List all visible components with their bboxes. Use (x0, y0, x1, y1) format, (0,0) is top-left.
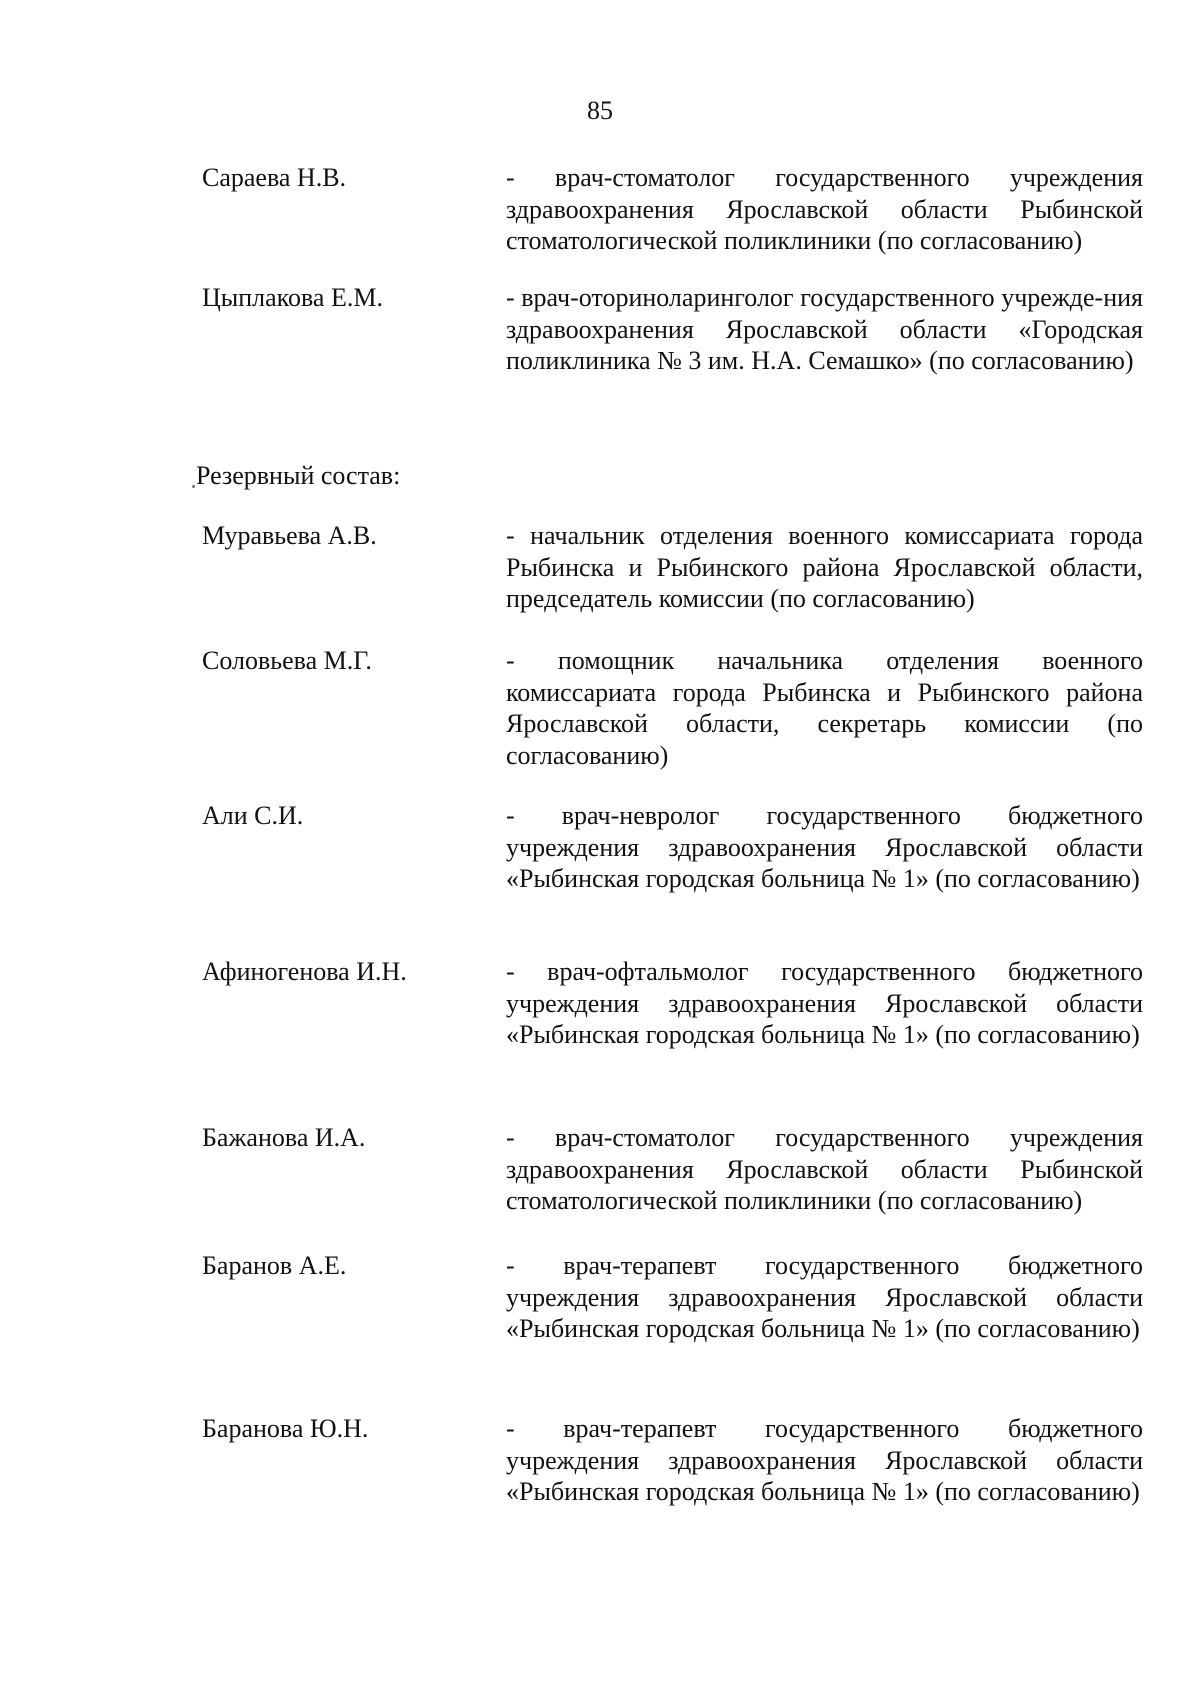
member-name: Сараева Н.В. (202, 163, 347, 192)
section-heading-reserve: Резервный состав: (196, 461, 401, 490)
member-role: - врач-терапевт государственного бюджетного учреждения здравоохранения Ярославской области «Рыбинская городская больница № 1» (по согласованию) (506, 1414, 1143, 1506)
page-number: 85 (587, 96, 613, 125)
member-role: - врач-стоматолог государственного учреждения здравоохранения Ярославской области Рыбинской стоматологической поликлиники (по согласованию) (506, 1123, 1143, 1215)
member-name: Афиногенова И.Н. (202, 957, 407, 986)
scan-speck (192, 485, 195, 488)
member-name: Баранова Ю.Н. (202, 1414, 369, 1443)
member-role: - помощник начальника отделения военного комиссариата города Рыбинска и Рыбинского района Ярославской области, секретарь комиссии (по согласованию) (506, 646, 1143, 770)
member-role: - врач-стоматолог государственного учреждения здравоохранения Ярославской области Рыбинской стоматологической поликлиники (по согласованию) (506, 163, 1143, 255)
member-name: Цыплакова Е.М. (202, 283, 383, 312)
member-name: Муравьева А.В. (202, 521, 377, 550)
member-name: Бажанова И.А. (202, 1123, 366, 1152)
member-role: - врач-оториноларинголог государственного учрежде-ния здравоохранения Ярославской области «Городская поликлиника № 3 им. Н.А. Семашко» (по согласованию) (506, 283, 1143, 375)
member-role: - врач-офтальмолог государственного бюджетного учреждения здравоохранения Ярославской области «Рыбинская городская больница № 1» (по согласованию) (506, 957, 1143, 1049)
member-role: - начальник отделения военного комиссариата города Рыбинска и Рыбинского района Ярославской области, председатель комиссии (по согласованию) (506, 521, 1143, 613)
member-name: Соловьева М.Г. (202, 646, 372, 675)
member-role: - врач-невролог государственного бюджетного учреждения здравоохранения Ярославской области «Рыбинская городская больница № 1» (по согласованию) (506, 801, 1143, 893)
member-role: - врач-терапевт государственного бюджетного учреждения здравоохранения Ярославской области «Рыбинская городская больница № 1» (по согласованию) (506, 1251, 1143, 1343)
member-name: Али С.И. (202, 801, 304, 830)
member-name: Баранов А.Е. (202, 1251, 347, 1280)
